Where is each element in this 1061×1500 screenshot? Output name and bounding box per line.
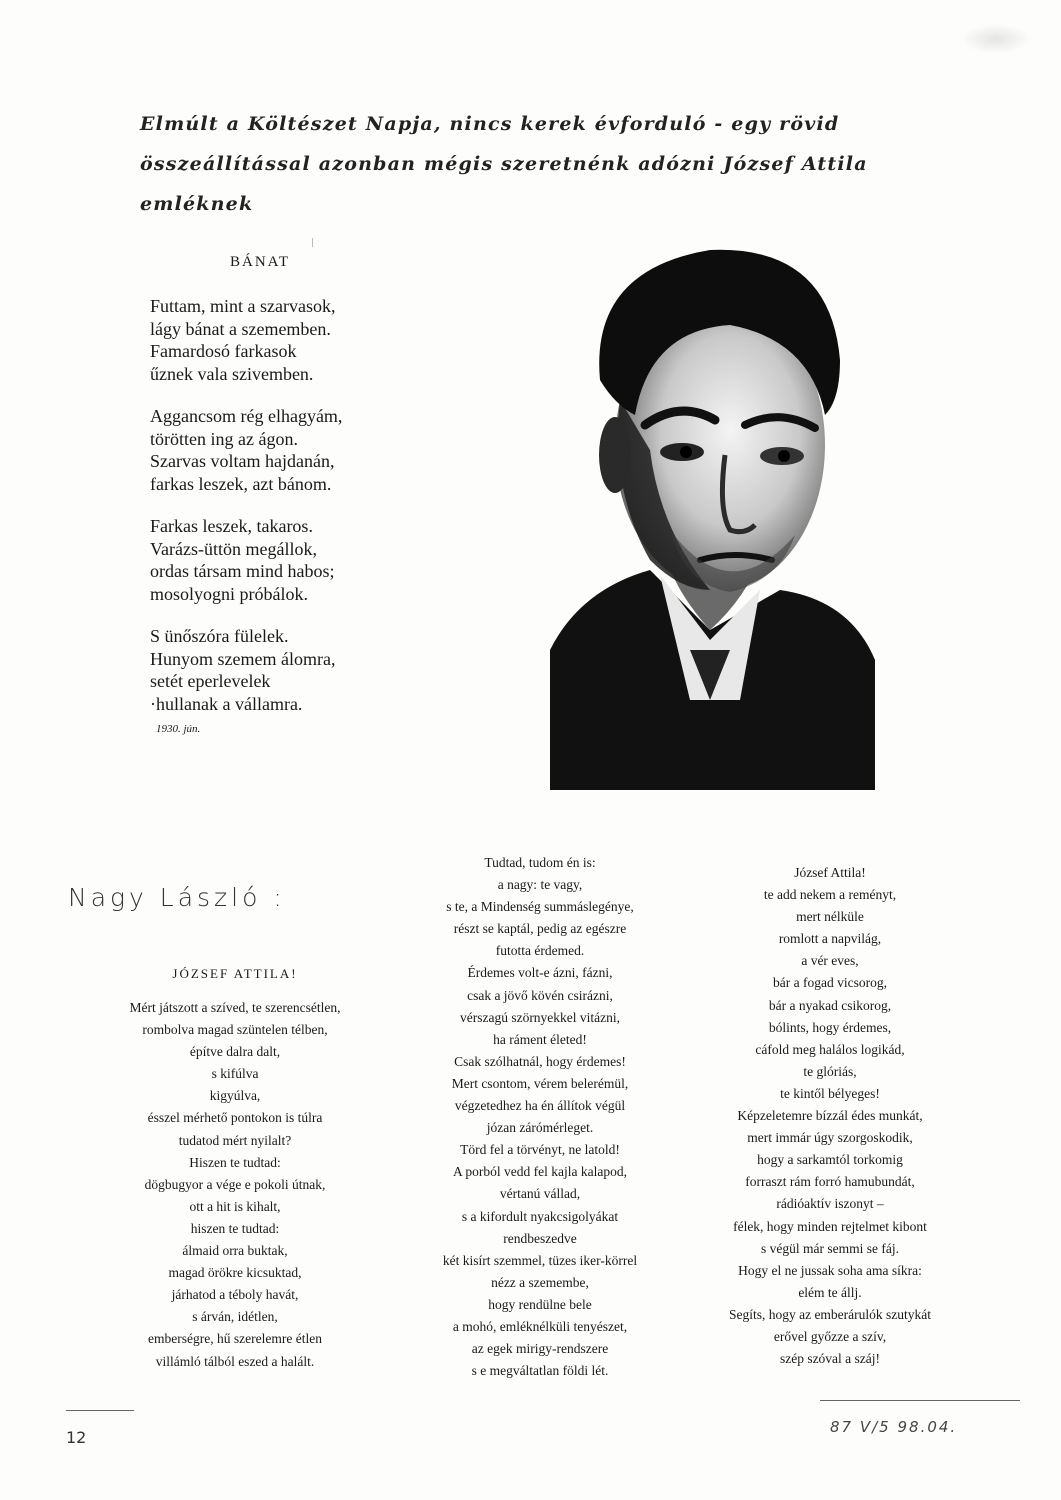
poem-line: a nagy: te vagy, [497,877,583,893]
poem-line: Aggancsom rég elhagyám, [150,406,343,426]
poem-line: Képzeletemre bízzál édes munkát, [737,1108,923,1124]
poem-line: tudatod mért nyilalt? [178,1132,292,1148]
poem-line: Érdemes volt-e ázni, fázni, [467,965,613,981]
poem-line: Mert csontom, vérem belerémül, [451,1075,629,1091]
poem-line: vérszagú szörnyekkel vitázni, [459,1009,621,1025]
poem-line: Hogy el ne jussak soha ama síkra: [738,1262,922,1278]
poem-line: mert nélküle [796,909,864,925]
poem-line: szép szóval a száj! [779,1351,881,1367]
poem-line: emberségre, hű szerelemre étlen [148,1331,322,1347]
poem-line: villámló tálból eszed a halált. [155,1353,315,1369]
poem-line: Farkas leszek, takaros. [150,516,313,536]
poem-line: törötten ing az ágon. [150,428,298,449]
poem-line: Segíts, hogy az emberárulók szutykát [728,1306,932,1322]
poem-line: bólints, hogy érdemes, [768,1019,892,1035]
poem-line: ordas társam mind habos; [150,561,335,581]
poem-line: mosolyogni próbálok. [150,583,308,604]
poem-line: te glóriás, [803,1063,857,1079]
poem-line: Tudtad, tudom én is: [484,855,596,870]
poem-line: rádióaktív iszonyt – [776,1196,884,1212]
poem-line: űznek vala szivemben. [150,363,314,384]
poem-line: erővel győzze a szív, [773,1328,887,1344]
poem-line: hogy rendülne bele [488,1296,592,1312]
poem-line: Futtam, mint a szarvasok, [150,296,336,316]
intro-heading: Elmúlt a Költészet Napja, nincs kerek évforduló - egy rövid összeállítással azonban mégis szeretnénk adózni József Attila emléknek [140,113,868,215]
poem-line: József Attila! [794,865,866,880]
poem-line: te kintől bélyeges! [780,1085,880,1101]
poem-line: hiszen te tudtad: [190,1220,280,1236]
poem-line: vértanú vállad, [499,1186,581,1202]
poem-line: rendbeszedve [503,1230,577,1246]
scan-mark [312,238,313,247]
stanza [150,405,450,495]
poem-line: részt se kaptál, pedig az egészre [453,921,627,937]
poem-line: a vér eves, [801,953,859,969]
poem-line: cáfold meg halálos logikád, [755,1041,905,1057]
poem-line: s kifúlva [211,1066,259,1082]
poem-line: romlott a napvilág, [778,931,882,947]
poem-date: 1930. jún. [156,723,201,735]
poem-line: magad örökre kicsuktad, [168,1265,302,1281]
poem-line: Varázs-üttön megállok, [150,538,317,559]
poem-line: nézz a szemembe, [491,1274,589,1290]
poem-line: félek, hogy minden rejtelmet kibont [733,1218,927,1234]
poem-line: Famardosó farkasok [150,341,297,361]
footer-rule-right [820,1400,1020,1401]
poem-line: S ünőszóra fülelek. [150,626,289,646]
poem-line: dögbugyor a vége e pokoli útnak, [144,1176,326,1192]
poem-line: s árván, idétlen, [192,1309,278,1325]
poem-line: setét eperlevelek [150,671,271,691]
poem-line: Törd fel a törvényt, ne latold! [460,1142,620,1158]
poem-line: futotta érdemed. [495,943,585,959]
poem-line: járhatod a téboly havát, [171,1287,299,1303]
poem-line: s a kifordult nyakcsigolyákat [461,1208,619,1224]
poem-line: két kisírt szemmel, tüzes iker-körrel [442,1252,638,1268]
poem-line: Hiszen te tudtad: [189,1154,281,1170]
poem-line: rombolva magad szüntelen télben, [142,1022,328,1038]
poem-line: s e megváltatlan földi lét. [471,1363,609,1379]
poem-line: álmaid orra buktak, [182,1243,288,1259]
poem-line: forraszt rám forró hamubundát, [745,1174,915,1190]
poem-line: te add nekem a reményt, [763,887,897,903]
poem-line: kigyúlva, [209,1088,261,1104]
author-signature: Nagy László : [68,883,286,912]
poem-line: Mért játszott a szíved, te szerencsétlen, [129,1000,341,1015]
poem-line: lágy bánat a szememben. [150,318,331,339]
poem-line: építve dalra dalt, [189,1044,281,1060]
poem-line: józan zárómérleget. [486,1120,594,1136]
poem-line: csak a jövő kövén csirázni, [467,987,613,1003]
poem-line: s te, a Mindenség summáslegénye, [446,899,634,915]
poem-line: mert immár úgy szorgoskodik, [747,1130,913,1146]
poem-line: végzetedhez ha én állítok végül [454,1098,626,1114]
poem-line: bár a nyakad csikorog, [768,997,892,1013]
poem-line: Csak szólhatnál, hogy érdemes! [454,1053,626,1069]
poem-line: hogy a sarkamtól torkomig [757,1152,903,1168]
stanza [150,515,450,605]
poem-title: JÓZSEF ATTILA! [172,966,298,981]
poem-line: Szarvas voltam hajdanán, [150,451,335,471]
poem-banat [150,254,450,735]
stanza [150,295,450,385]
poem-line: A porból vedd fel kajla kalapod, [453,1164,627,1180]
poem-line: Hunyom szemem álomra, [150,648,336,669]
poem-line: ott a hit is kihalt, [189,1198,281,1214]
poem-line: ·hullanak a vállamra. [150,693,303,714]
page-number: 12 [66,1428,87,1447]
poem-line: elém te állj. [798,1284,862,1300]
poem-line: az egek mirigy-rendszere [471,1341,609,1357]
footer-rule-left [66,1410,134,1411]
poem-line: farkas leszek, azt bánom. [150,473,332,494]
poem-column-2 [390,852,690,1382]
poem-column-3 [680,862,980,1370]
portrait-photo [540,230,885,790]
stanza [150,625,450,715]
poem-title: BÁNAT [230,254,291,270]
poem-column-1 [80,963,390,1373]
scan-speck [961,24,1031,54]
poem-line: ésszel mérhető pontokon is túlra [147,1110,323,1126]
poem-line: s végül már semmi se fáj. [761,1240,899,1256]
poem-line: a mohó, emléknélküli tenyészet, [452,1318,628,1334]
poem-line: ha ráment életed! [493,1031,587,1047]
archive-mark: 87 V/5 98.04. [830,1418,958,1436]
poem-line: bár a fogad vicsorog, [773,975,887,991]
